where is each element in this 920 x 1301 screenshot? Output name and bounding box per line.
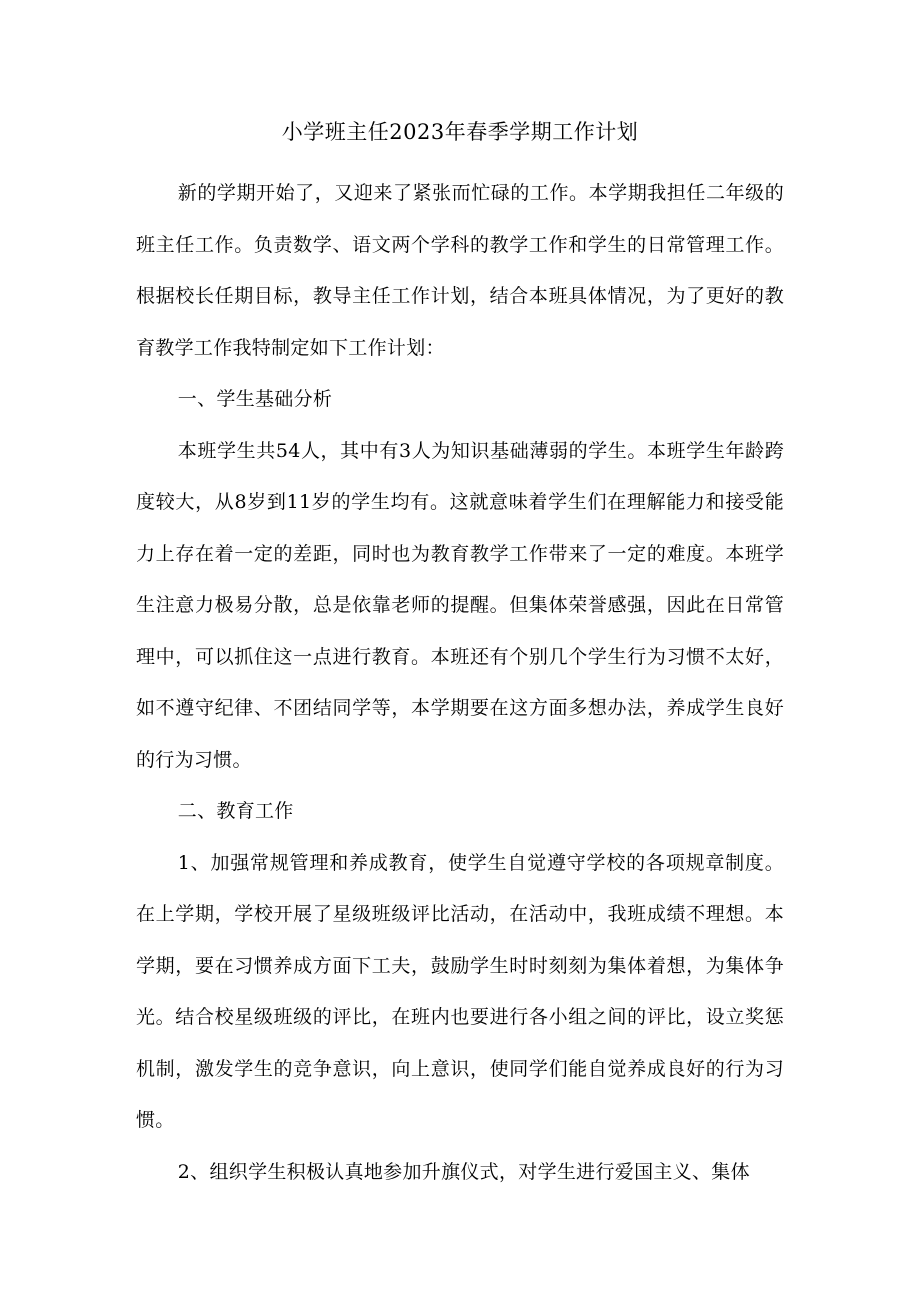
section-heading-education-work: 二、教育工作 <box>177 800 294 822</box>
intro-paragraph: 新的学期开始了，又迎来了紧张而忙碌的工作。本学期我担任二年级的班主任工作。负责数学、语文两个学科的教学工作和学生的日常管理工作。根据校长任期目标，教导主任工作计划，结合本班具体情况，为了更好的教育教学工作我特制定如下工作计划： <box>136 182 784 359</box>
document-body <box>136 168 784 1198</box>
section-heading-student-analysis: 一、学生基础分析 <box>177 388 333 410</box>
student-analysis-paragraph: 本班学生共54人，其中有3人为知识基础薄弱的学生。本班学生年龄跨度较大，从8岁到11岁的学生均有。这就意味着学生们在理解能力和接受能力上存在着一定的差距，同时也为教育教学工作带来了一定的难度。本班学生注意力极易分散，总是依靠老师的提醒。但集体荣誉感强，因此在日常管理中，可以抓住这一点进行教育。本班还有个别几个学生行为习惯不太好，如不遵守纪律、不团结同学等，本学期要在这方面多想办法，养成学生良好的行为习惯。 <box>136 439 784 771</box>
document-title: 小学班主任2023年春季学期工作计划 <box>281 120 639 144</box>
education-item-2: 2、组织学生积极认真地参加升旗仪式，对学生进行爱国主义、集体 <box>177 1160 750 1183</box>
education-item-1: 1、加强常规管理和养成教育，使学生自觉遵守学校的各项规章制度。在上学期，学校开展了星级班级评比活动，在活动中，我班成绩不理想。本学期，要在习惯养成方面下工夫，鼓励学生时时刻刻为集体着想，为集体争光。结合校星级班级的评比，在班内也要进行各小组之间的评比，设立奖惩机制，激发学生的竞争意识，向上意识，使同学们能自觉养成良好的行为习惯。 <box>136 851 784 1131</box>
